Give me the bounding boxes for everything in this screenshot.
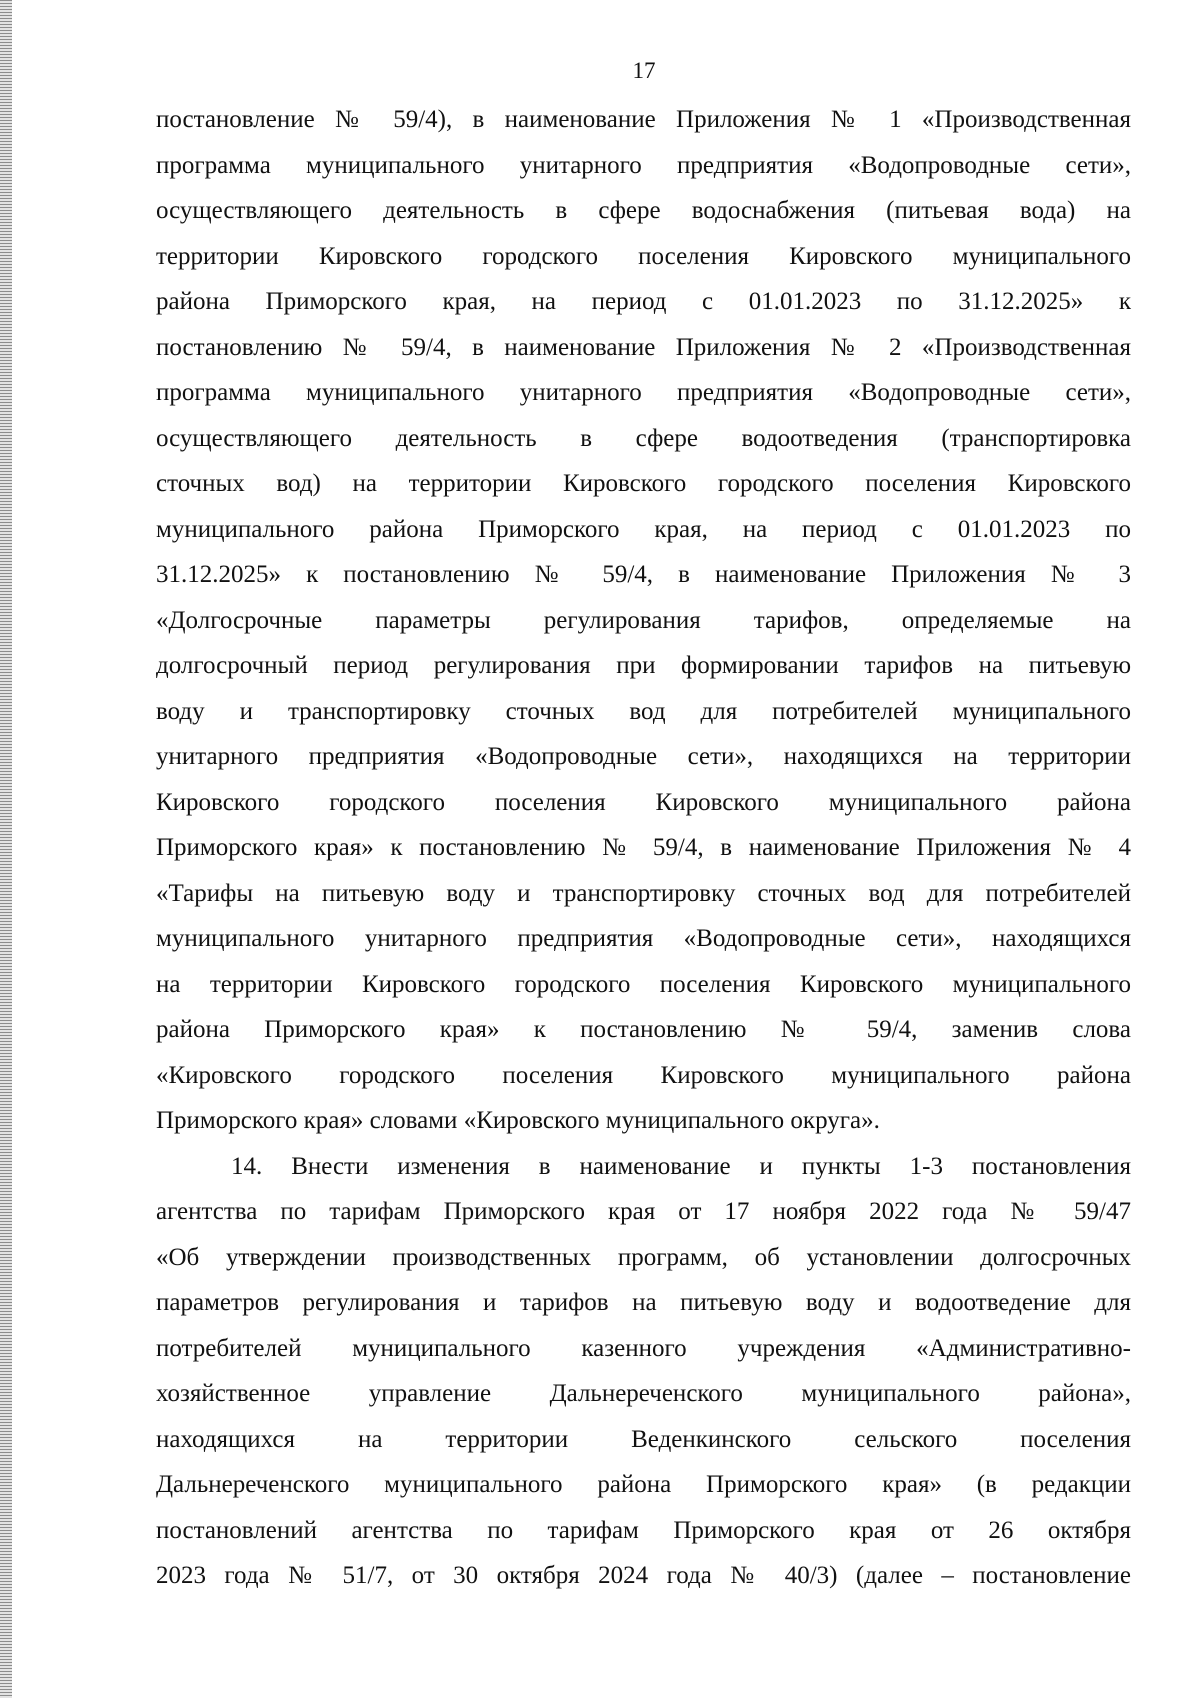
paragraph-continuation	[156, 97, 1131, 1144]
text-line: территории Кировского городского поселения Кировского муниципального	[156, 242, 1131, 270]
text-line: Приморского края» словами «Кировского муниципального округа».	[156, 1107, 880, 1134]
text-line: Дальнереченского муниципального района Приморского края» (в редакции	[156, 1471, 1131, 1498]
text-line: на территории Кировского городского поселения Кировского муниципального	[156, 970, 1131, 998]
text-line: «Об утверждении производственных программ, об установлении долгосрочных	[156, 1243, 1131, 1271]
text-line: постановление № 59/4), в наименование Приложения № 1 «Производственная	[156, 106, 1131, 133]
text-line: потребителей муниципального казенного учреждения «Административно-	[156, 1334, 1131, 1362]
scan-edge-artifact	[0, 0, 12, 1698]
text-line: «Долгосрочные параметры регулирования тарифов, определяемые на	[156, 606, 1131, 634]
text-line: параметров регулирования и тарифов на питьевую воду и водоотведение для	[156, 1289, 1131, 1316]
text-line: программа муниципального унитарного предприятия «Водопроводные сети»,	[156, 379, 1131, 406]
text-line: 2023 года № 51/7, от 30 октября 2024 года № 40/3) (далее – постановление	[156, 1562, 1131, 1589]
text-line: осуществляющего деятельность в сфере водоснабжения (питьевая вода) на	[156, 197, 1131, 224]
text-line: постановлений агентства по тарифам Приморского края от 26 октября	[156, 1516, 1131, 1544]
text-line: 14. Внести изменения в наименование и пункты 1-3 постановления	[231, 1152, 1131, 1180]
text-line: агентства по тарифам Приморского края от 17 ноября 2022 года № 59/47	[156, 1198, 1131, 1225]
paragraph-item-14	[156, 1144, 1131, 1599]
document-body	[156, 97, 1131, 1599]
text-line: «Тарифы на питьевую воду и транспортировку сточных вод для потребителей	[156, 879, 1131, 907]
text-line: программа муниципального унитарного предприятия «Водопроводные сети»,	[156, 151, 1131, 179]
text-line: 31.12.2025» к постановлению № 59/4, в наименование Приложения № 3	[156, 561, 1131, 588]
text-line: Кировского городского поселения Кировского муниципального района	[156, 788, 1131, 816]
text-line: муниципального унитарного предприятия «Водопроводные сети», находящихся	[156, 925, 1131, 952]
text-line: находящихся на территории Веденкинского сельского поселения	[156, 1425, 1131, 1453]
text-line: Приморского края» к постановлению № 59/4, в наименование Приложения № 4	[156, 834, 1131, 861]
text-line: муниципального района Приморского края, на период с 01.01.2023 по	[156, 515, 1131, 543]
text-line: воду и транспортировку сточных вод для потребителей муниципального	[156, 697, 1131, 725]
text-line: района Приморского края» к постановлению № 59/4, заменив слова	[156, 1016, 1131, 1043]
page-number: 17	[632, 58, 656, 83]
text-line: «Кировского городского поселения Кировского муниципального района	[156, 1061, 1131, 1089]
text-line: осуществляющего деятельность в сфере водоотведения (транспортировка	[156, 424, 1131, 452]
text-line: района Приморского края, на период с 01.01.2023 по 31.12.2025» к	[156, 288, 1131, 315]
text-line: долгосрочный период регулирования при формировании тарифов на питьевую	[156, 652, 1131, 679]
text-line: унитарного предприятия «Водопроводные сети», находящихся на территории	[156, 743, 1131, 770]
text-line: сточных вод) на территории Кировского городского поселения Кировского	[156, 470, 1131, 497]
text-line: хозяйственное управление Дальнереченского муниципального района»,	[156, 1380, 1131, 1407]
text-line: постановлению № 59/4, в наименование Приложения № 2 «Производственная	[156, 333, 1131, 361]
